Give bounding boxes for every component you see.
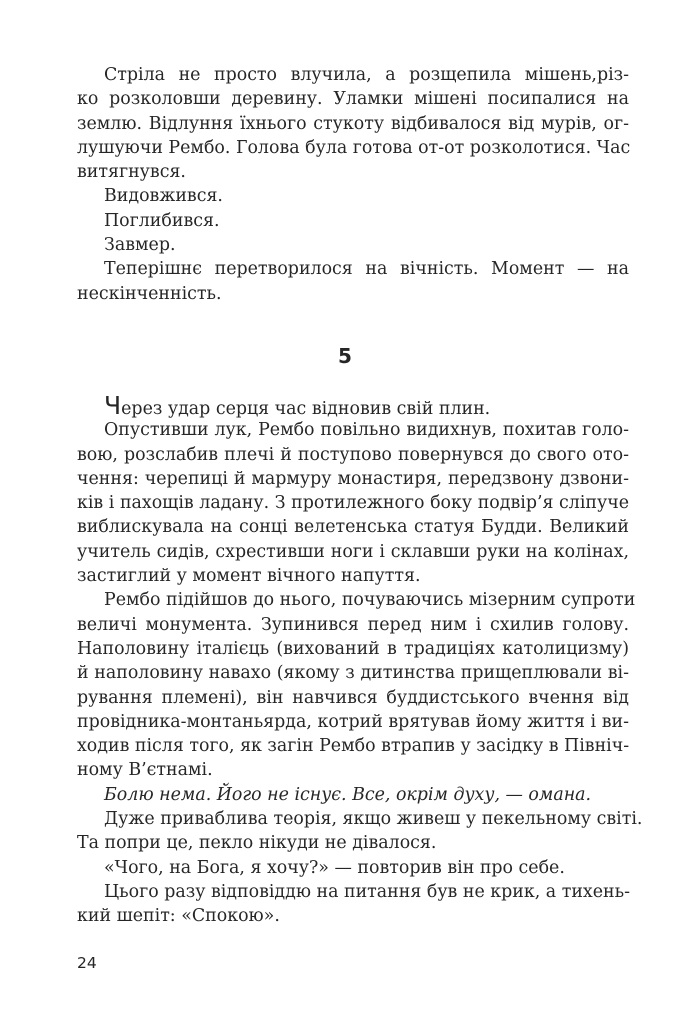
first-line-text: ерез удар серця час відновив свій плин.	[121, 399, 491, 419]
text-line: Завмер.	[104, 235, 176, 256]
text-line: Поглибився.	[104, 210, 220, 231]
text-line: Стріла не просто влучила, а розщепила мішень,різ-	[104, 65, 629, 85]
text-line: Опустивши лук, Рембо повільно видихнув, похитав голо-	[104, 420, 629, 441]
text-line: Видовжився.	[104, 186, 223, 207]
text-line: нескінченність.	[77, 283, 222, 304]
chapter-number: 5	[338, 344, 352, 368]
text-line: Та попри це, пекло нікуди не дівалося.	[77, 833, 437, 854]
text-line: лушуючи Рембо. Голова була готова от-от розколотися. Час	[77, 137, 631, 158]
page-number: 24	[77, 954, 97, 972]
text-line: Дуже приваблива теорія, якщо живеш у пекельному світі.	[104, 809, 643, 830]
text-line: виблискувала на сонці велетенська статуя Будди. Великий	[77, 517, 629, 538]
text-line: провідника-монтаньярда, котрий врятував йому життя і ви-	[77, 711, 629, 732]
text-line: й наполовину навахо (якому з дитинства прищеплювали ві-	[77, 663, 629, 684]
text-line: учитель сидів, схрестивши ноги і склавши руки на колінах,	[77, 541, 629, 562]
text-line: ному В’єтнамі.	[77, 760, 213, 781]
text-line: ків і пахощів ладану. З протилежного боку подвір’я сліпуче	[77, 493, 629, 514]
text-line: величі монумента. Зупинився перед ним і схилив голову.	[77, 614, 629, 635]
text-line: Теперішнє перетворилося на вічність. Момент — на	[104, 259, 629, 280]
italic-line: Болю нема. Його не існує. Все, окрім духу, — омана.	[104, 784, 592, 805]
text-line: ко розколовши деревину. Уламки мішені посипалися на	[77, 89, 629, 110]
text-line: Цього разу відповіддю на питання був не крик, а тихень-	[104, 881, 630, 902]
text-section-1	[77, 63, 629, 306]
text-line: Рембо підійшов до нього, почуваючись мізерним супроти	[104, 590, 636, 611]
text-line: чення: черепиці й мармуру монастиря, передзвону дзвони-	[77, 468, 629, 489]
text-line: вою, розслабив плечі й поступово повернувся до свого ото-	[77, 444, 629, 465]
text-section-2	[77, 391, 643, 929]
text-line: застиглий у момент вічного напуття.	[77, 566, 421, 587]
text-line: «Чого, на Бога, я хочу?» — повторив він про себе.	[104, 857, 565, 878]
first-line	[77, 391, 629, 420]
drop-cap: Ч	[104, 391, 122, 420]
text-line: кий шепіт: «Спокою».	[77, 906, 280, 927]
text-line: землю. Відлуння їхнього стукоту відбивалося від мурів, ог-	[77, 113, 629, 134]
text-line: Наполовину італієць (вихований в традиціях католицизму)	[77, 638, 629, 659]
text-line: ходив після того, як загін Рембо втрапив у засідку в Північ-	[77, 736, 630, 757]
text-line: рування племені), він навчився буддистського вчення від	[77, 687, 629, 708]
text-line: витягнувся.	[77, 162, 186, 183]
